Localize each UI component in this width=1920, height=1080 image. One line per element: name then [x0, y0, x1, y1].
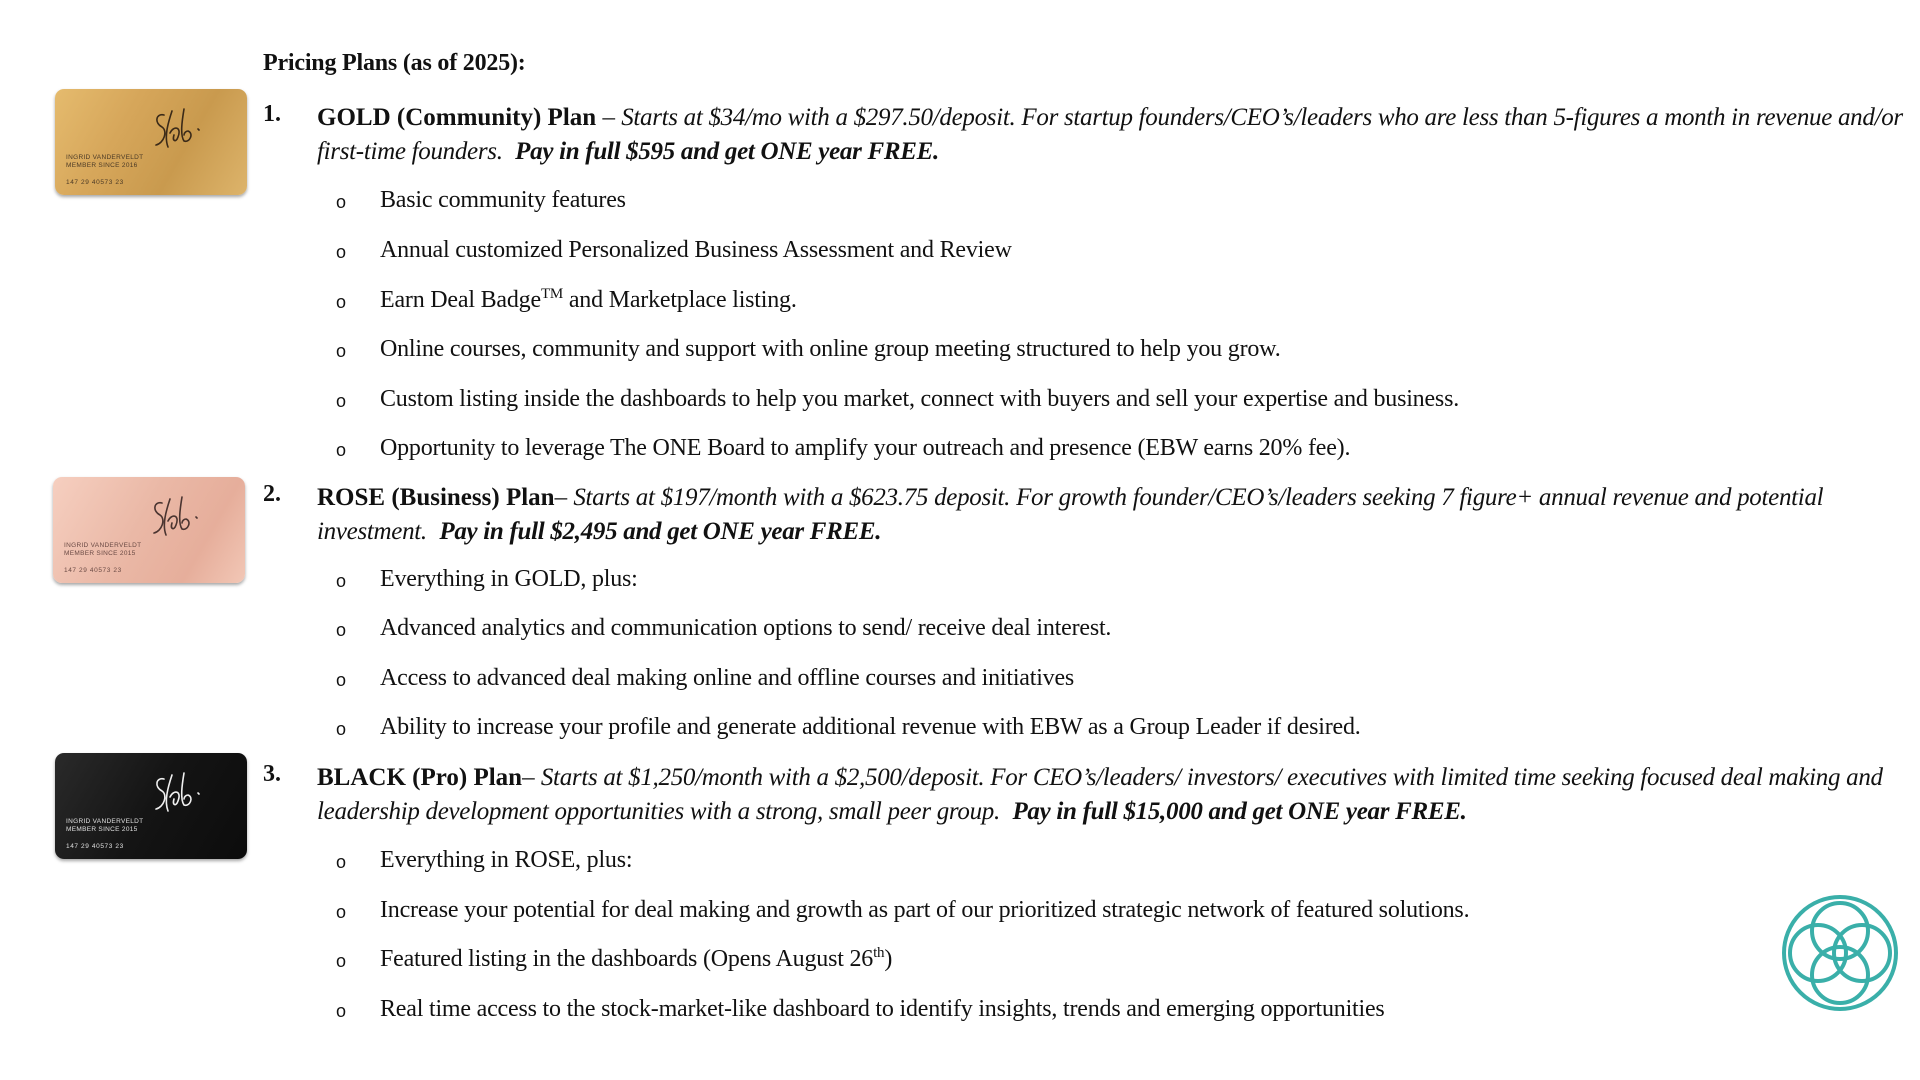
list-item: o Everything in GOLD, plus:	[336, 566, 638, 592]
card-number: 147 29 40573 23	[64, 567, 122, 574]
list-item: o Custom listing inside the dashboards to help you market, connect with buyers and sell your expertise and business.	[336, 386, 1460, 412]
card-holder: INGRID VANDERVELDT MEMBER SINCE 2015	[64, 542, 142, 557]
list-item: o Real time access to the stock-market-like dashboard to identify insights, trends and emerging opportunities	[336, 996, 1385, 1022]
list-item: o Access to advanced deal making online and offline courses and initiatives	[336, 665, 1075, 691]
plan-name: GOLD (Community) Plan	[317, 104, 597, 131]
plan-name: ROSE (Business) Plan	[317, 484, 555, 511]
page-title: Pricing Plans (as of 2025):	[263, 50, 526, 76]
signature-icon	[150, 103, 220, 163]
card-holder: INGRID VANDERVELDT MEMBER SINCE 2016	[66, 154, 144, 169]
plan-offer: Pay in full $595 and get ONE year FREE.	[515, 138, 939, 165]
list-item: o Everything in ROSE, plus:	[336, 847, 633, 873]
plan-number: 2.	[263, 481, 281, 507]
list-item: o Annual customized Personalized Business Assessment and Review	[336, 237, 1012, 263]
plan-desc: Starts at $34/mo with a $297.50/deposit. For startup founders/CEO’s/leaders who are less than 5-figures a month in revenue and/or first-time founders.	[317, 104, 1903, 165]
list-item: o Featured listing in the dashboards (Opens August 26th)	[336, 945, 893, 972]
rose-membership-card	[53, 477, 245, 583]
plan-desc: Starts at $1,250/month with a $2,500/deposit. For CEO’s/leaders/ investors/ executives with limited time seeking focused deal making and leadership development opportunities with a strong, small peer group.	[317, 764, 1883, 825]
gold-membership-card	[55, 89, 247, 195]
list-item: o Opportunity to leverage The ONE Board to amplify your outreach and presence (EBW earns 20% fee).	[336, 435, 1351, 461]
plan-name: BLACK (Pro) Plan	[317, 764, 523, 791]
list-item: o Basic community features	[336, 187, 626, 213]
black-membership-card	[55, 753, 247, 859]
card-number: 147 29 40573 23	[66, 179, 124, 186]
plan-offer: Pay in full $15,000 and get ONE year FREE.	[1012, 798, 1467, 825]
plan-desc: Starts at $197/month with a $623.75 deposit. For growth founder/CEO’s/leaders seeking 7 figure+ annual revenue and potential investment.	[317, 484, 1824, 545]
flower-of-life-icon	[1780, 893, 1900, 1013]
signature-icon	[148, 491, 218, 551]
plan-number: 3.	[263, 761, 281, 787]
plan-description: BLACK (Pro) Plan– Starts at $1,250/month with a $2,500/deposit. For CEO’s/leaders/ investors/ executives with limited time seeking focused deal making and leadership development opportunities with a strong, small peer group. Pay in full $15,000 and get ONE year FREE.	[317, 764, 1883, 825]
card-holder: INGRID VANDERVELDT MEMBER SINCE 2015	[66, 818, 144, 833]
list-item: o Online courses, community and support with online group meeting structured to help you grow.	[336, 336, 1281, 362]
list-item: o Increase your potential for deal making and growth as part of our prioritized strategic network of featured solutions.	[336, 897, 1470, 923]
card-number: 147 29 40573 23	[66, 843, 124, 850]
plan-offer: Pay in full $2,495 and get ONE year FREE.	[439, 518, 882, 545]
signature-icon	[150, 767, 220, 827]
plan-description: GOLD (Community) Plan – Starts at $34/mo with a $297.50/deposit. For startup founders/CEO’s/leaders who are less than 5-figures a month in revenue and/or first-time founders. Pay in full $595 and get ONE year FREE.	[317, 104, 1903, 165]
list-item: o Advanced analytics and communication options to send/ receive deal interest.	[336, 615, 1112, 641]
plan-number: 1.	[263, 101, 281, 127]
list-item: o Earn Deal Badge™ and Marketplace listing.	[336, 286, 797, 313]
list-item: o Ability to increase your profile and generate additional revenue with EBW as a Group Leader if desired.	[336, 714, 1361, 740]
plan-description: ROSE (Business) Plan– Starts at $197/month with a $623.75 deposit. For growth founder/CEO’s/leaders seeking 7 figure+ annual revenue and potential investment. Pay in full $2,495 and get ONE year FREE.	[317, 484, 1824, 545]
